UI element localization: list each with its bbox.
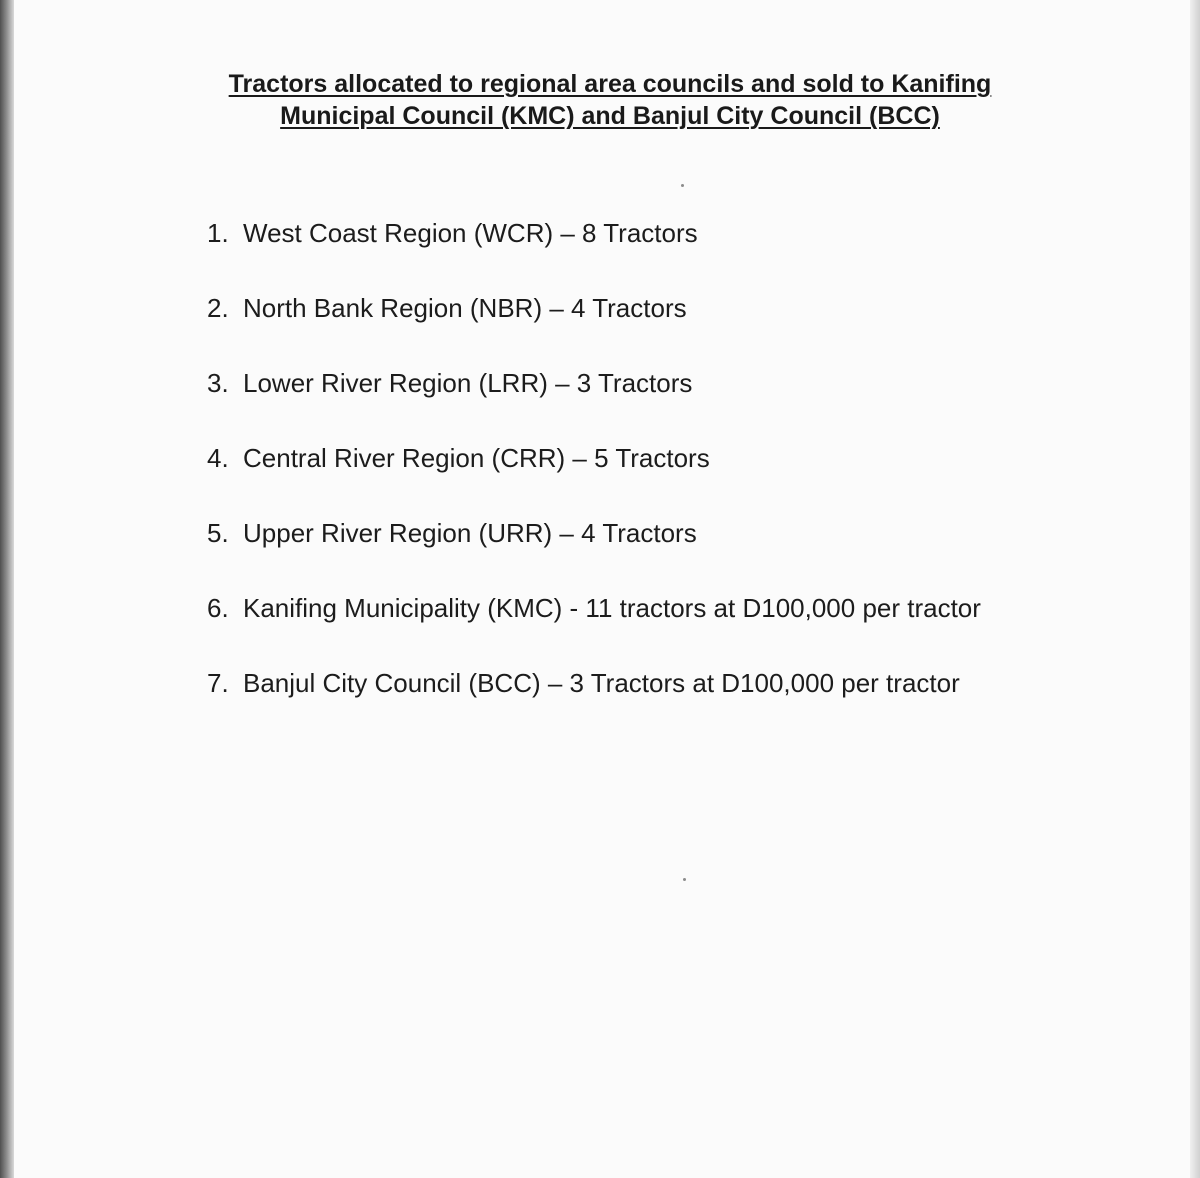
list-item-text: Upper River Region (URR) – 4 Tractors [243,518,697,548]
list-item-text: North Bank Region (NBR) – 4 Tractors [243,293,687,323]
list-item [207,213,981,288]
list-item-number: 6. [207,593,229,623]
list-item-number: 4. [207,443,229,473]
list-item-number: 7. [207,668,229,698]
list-item-text: West Coast Region (WCR) – 8 Tractors [243,218,698,248]
document-title [130,68,1090,132]
title-line-1: Tractors allocated to regional area councils and sold to Kanifing [228,70,992,98]
allocation-list [207,213,981,738]
scan-right-edge [1190,0,1200,1178]
scan-left-edge [0,0,14,1178]
list-item [207,513,981,588]
list-item [207,663,981,738]
list-item-text: Kanifing Municipality (KMC) - 11 tractors at D100,000 per tractor [243,593,981,623]
title-line-2: Municipal Council (KMC) and Banjul City Council (BCC) [280,102,940,130]
list-item [207,438,981,513]
list-item-text: Banjul City Council (BCC) – 3 Tractors at D100,000 per tractor [243,668,960,698]
list-item-number: 2. [207,293,229,323]
scan-speck [681,184,684,187]
list-item-number: 1. [207,218,229,248]
list-item-number: 3. [207,368,229,398]
list-item-text: Central River Region (CRR) – 5 Tractors [243,443,710,473]
list-item [207,588,981,663]
scan-speck [683,878,686,881]
list-item-text: Lower River Region (LRR) – 3 Tractors [243,368,693,398]
list-item [207,363,981,438]
list-item [207,288,981,363]
list-item-number: 5. [207,518,229,548]
